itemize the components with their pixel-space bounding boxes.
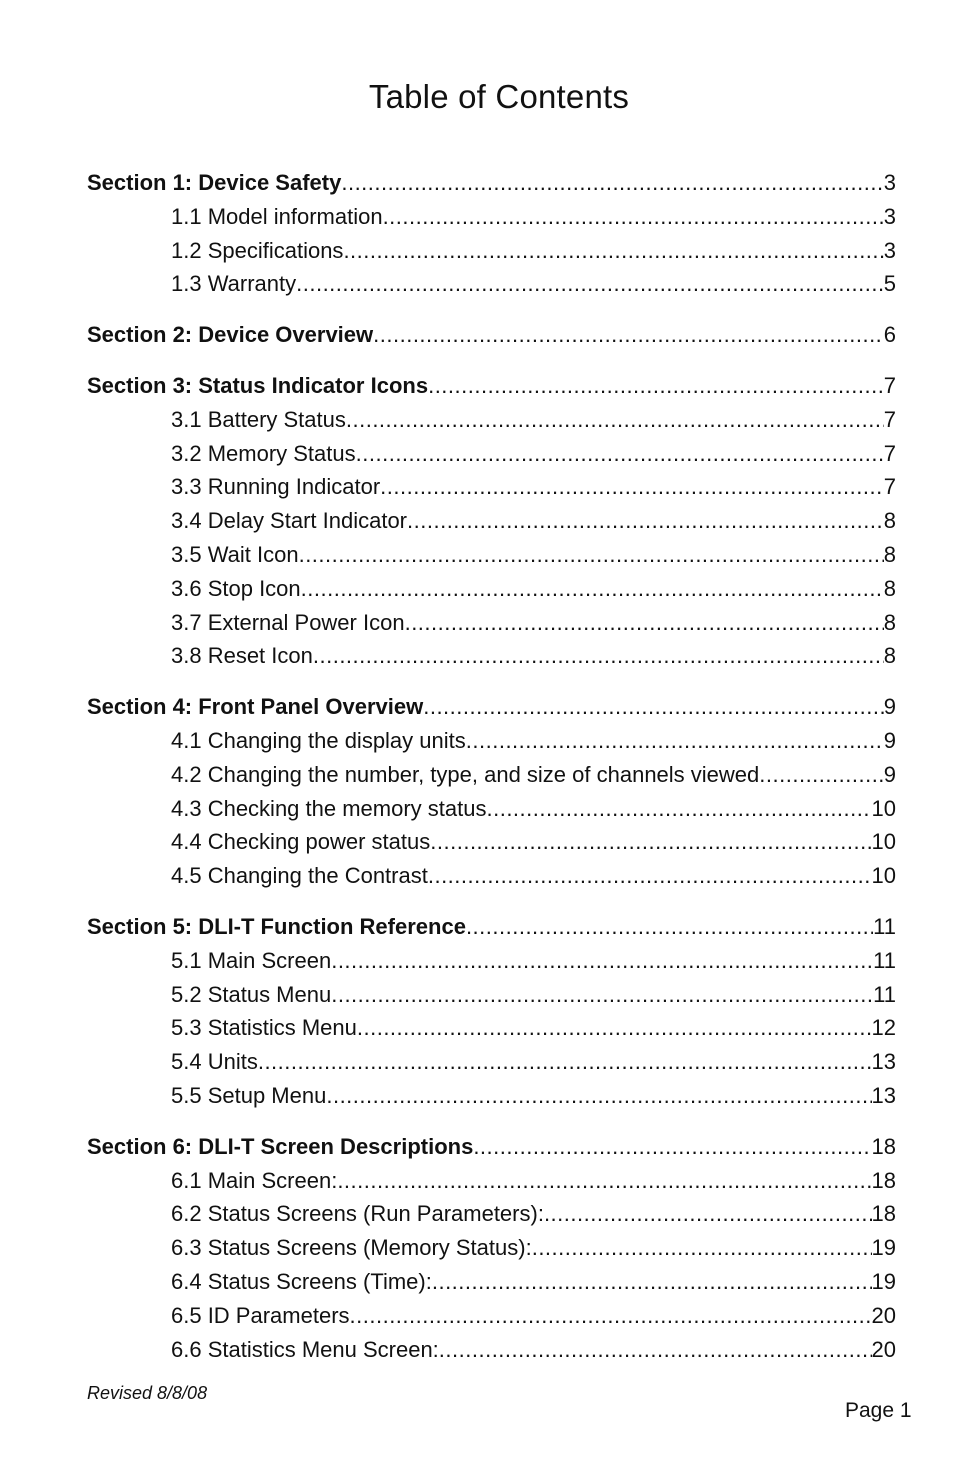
toc-section-heading-label: Section 1: Device Safety [87,170,342,195]
toc-entry-label: 6.1 Main Screen: [171,1167,338,1193]
toc-entry-page: 8 [883,541,896,567]
toc-entry-label: 4.1 Changing the display units [171,727,466,753]
dot-leader [350,1299,872,1333]
dot-leader [759,758,883,792]
toc-section-heading-label: Section 6: DLI-T Screen Descriptions [87,1133,474,1159]
dot-leader [299,538,884,572]
toc-entry-label: 1.3 Warranty [171,271,297,297]
toc-entry-page: 7 [883,474,896,500]
toc-entry-page: 10 [871,863,896,889]
toc-entry-page: 8 [883,643,896,669]
dot-leader [296,267,884,301]
dot-leader [544,1197,872,1231]
toc-entry-label: 5.4 Units [171,1049,258,1075]
toc-entry [87,1045,896,1079]
toc-entry-label: 6.2 Status Screens (Run Parameters): [171,1201,544,1227]
dot-leader [473,1130,871,1164]
toc-entry-label: 6.5 ID Parameters [171,1302,350,1328]
toc-entry-page: 20 [871,1302,896,1328]
toc-section-heading-page: 6 [883,322,896,348]
revision-note: Revised 8/8/08 [87,1383,208,1403]
toc-entry [87,724,896,758]
toc-entry-label: 4.5 Changing the Contrast [171,863,428,889]
toc-entry-label: 6.6 Statistics Menu Screen: [171,1336,439,1362]
toc-entry-page: 18 [871,1167,896,1193]
toc-entry-page: 18 [871,1201,896,1227]
dot-leader [466,724,884,758]
dot-leader [313,639,884,673]
toc-section-heading [87,166,896,200]
toc-entry [87,825,896,859]
toc-entry-page: 9 [883,727,896,753]
toc-section-heading [87,910,896,944]
toc-section-heading-page: 7 [883,372,896,398]
toc-entry-label: 3.7 External Power Icon [171,609,405,635]
toc-section [87,690,896,893]
dot-leader [439,1333,872,1367]
toc-entry [87,1164,896,1198]
toc-section-heading-page: 18 [871,1133,896,1159]
page-title: Table of Contents [368,78,630,115]
toc-section-heading-page: 11 [873,913,896,939]
toc-entry [87,504,896,538]
dot-leader [428,859,872,893]
toc-entry-label: 4.2 Changing the number, type, and size of channels viewed [171,761,760,787]
dot-leader [357,1011,872,1045]
toc-section-heading [87,369,896,403]
toc-entry-label: 5.1 Main Screen [171,947,332,973]
toc-entry-label: 1.2 Specifications [171,237,344,263]
toc-entry [87,267,896,301]
toc-section-heading-label: Section 2: Device Overview [87,322,374,348]
toc-entry [87,200,896,234]
toc-entry-label: 6.4 Status Screens (Time): [171,1268,432,1294]
dot-leader [486,792,871,826]
toc-entry-page: 13 [871,1082,896,1108]
dot-leader [407,504,884,538]
toc-entry-page: 9 [883,761,896,787]
toc-entry [87,792,896,826]
toc-entry-label: 3.3 Running Indicator [171,474,381,500]
dot-leader [373,318,884,352]
toc-entry [87,437,896,471]
toc-entry-label: 3.2 Memory Status [171,440,356,466]
dot-leader [343,234,883,268]
dot-leader [331,978,873,1012]
toc-entry-page: 10 [871,829,896,855]
toc-section-heading-label: Section 4: Front Panel Overview [87,694,424,720]
toc-entry-page: 19 [871,1268,896,1294]
toc-entry-label: 3.8 Reset Icon [171,643,313,669]
dot-leader [331,944,873,978]
page-number: Page 1 [845,1399,912,1422]
dot-leader [430,825,871,859]
toc-section [87,910,896,1113]
dot-leader [301,572,884,606]
dot-leader [337,1164,871,1198]
toc-entry [87,758,896,792]
toc-entry [87,606,896,640]
toc-entry [87,403,896,437]
toc-entry [87,234,896,268]
dot-leader [258,1045,872,1079]
toc-entry-page: 11 [873,947,896,973]
toc-entry-page: 3 [883,237,896,263]
toc-section [87,1130,896,1367]
toc-entry-label: 3.5 Wait Icon [171,541,299,567]
toc-entry-label: 3.1 Battery Status [171,406,346,432]
dot-leader [326,1079,871,1113]
toc-entry-label: 4.4 Checking power status [171,829,431,855]
toc-entry [87,572,896,606]
table-of-contents [87,166,896,1383]
toc-entry-page: 5 [883,271,896,297]
toc-section-heading-label: Section 5: DLI-T Function Reference [87,913,466,939]
toc-entry [87,1265,896,1299]
toc-section-heading-page: 3 [883,170,896,195]
toc-section [87,318,896,352]
toc-entry-label: 5.3 Statistics Menu [171,1015,357,1041]
dot-leader [432,1265,872,1299]
toc-section-heading-page: 9 [883,694,896,720]
toc-section [87,369,896,673]
toc-entry [87,470,896,504]
toc-entry-page: 20 [871,1336,896,1362]
toc-entry-page: 8 [883,609,896,635]
dot-leader [405,606,884,640]
toc-entry [87,859,896,893]
toc-section-heading [87,690,896,724]
toc-entry-label: 1.1 Model information [171,203,383,229]
dot-leader [380,470,884,504]
toc-entry-page: 7 [883,406,896,432]
dot-leader [346,403,884,437]
toc-entry-label: 3.6 Stop Icon [171,575,301,601]
toc-entry-page: 8 [883,508,896,534]
toc-section-heading [87,318,896,352]
toc-entry-label: 5.5 Setup Menu [171,1082,327,1108]
toc-entry [87,639,896,673]
toc-entry [87,1079,896,1113]
toc-entry [87,1197,896,1231]
dot-leader [356,437,884,471]
toc-entry-page: 12 [871,1015,896,1041]
toc-entry-label: 4.3 Checking the memory status [171,795,487,821]
toc-section-heading-label: Section 3: Status Indicator Icons [87,372,429,398]
toc-entry-label: 6.3 Status Screens (Memory Status): [171,1235,532,1261]
toc-entry [87,944,896,978]
dot-leader [428,369,884,403]
toc-entry [87,538,896,572]
dot-leader [466,910,873,944]
toc-entry [87,1011,896,1045]
toc-entry-page: 13 [871,1049,896,1075]
toc-entry [87,1231,896,1265]
toc-section-heading [87,1130,896,1164]
toc-entry [87,978,896,1012]
dot-leader [383,200,884,234]
dot-leader [532,1231,872,1265]
toc-entry-page: 10 [871,795,896,821]
dot-leader [423,690,884,724]
toc-entry-page: 19 [871,1235,896,1261]
toc-entry-page: 11 [873,981,896,1007]
toc-entry-label: 3.4 Delay Start Indicator [171,508,408,534]
toc-entry [87,1333,896,1367]
toc-entry-page: 7 [883,440,896,466]
toc-entry-page: 3 [883,203,896,229]
toc-entry-label: 5.2 Status Menu [171,981,332,1007]
toc-section [87,166,896,301]
toc-entry [87,1299,896,1333]
dot-leader [341,166,883,200]
toc-entry-page: 8 [883,575,896,601]
